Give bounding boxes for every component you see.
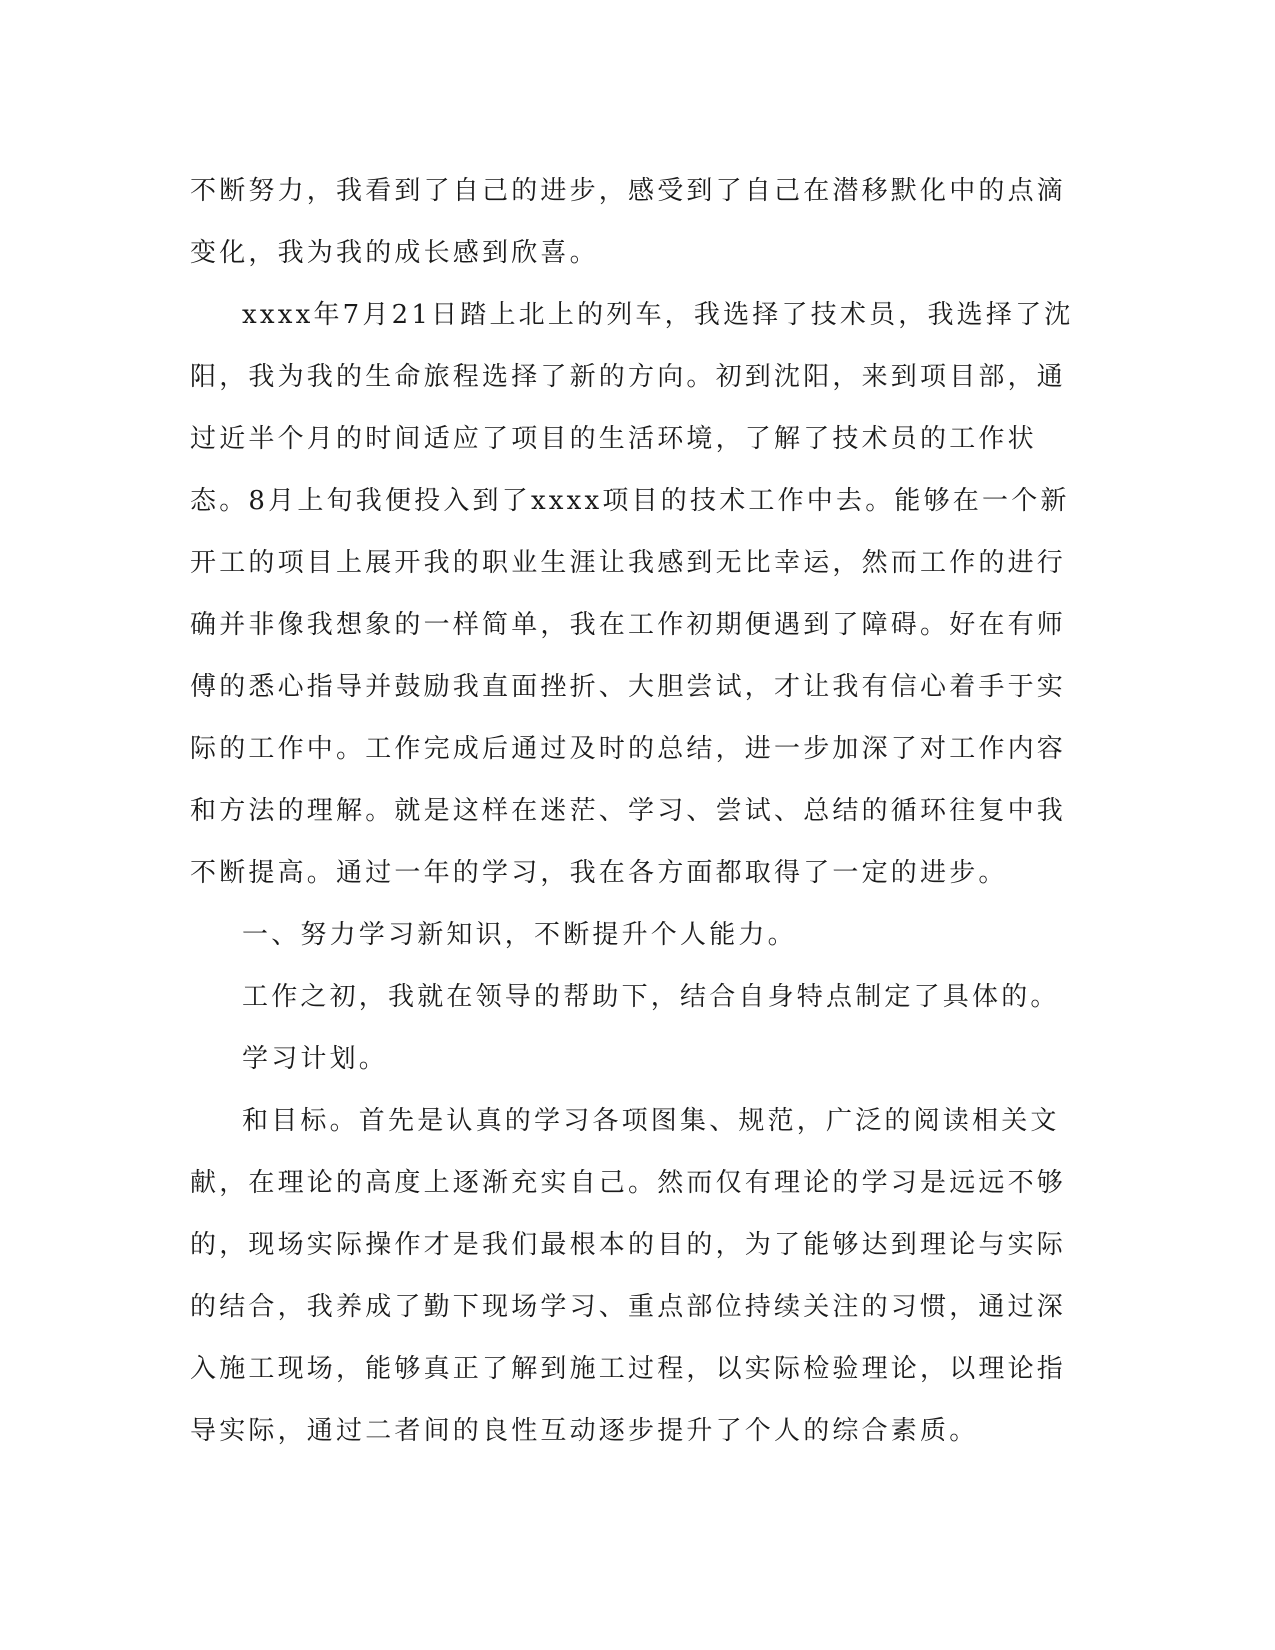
- section-heading: 一、努力学习新知识，不断提升个人能力。: [242, 920, 797, 950]
- paragraph-continuation: 不断努力，我看到了自己的进步，感受到了自己在潜移默化中的点滴变化，我为我的成长感到欣喜。: [190, 176, 1067, 268]
- paragraph-goals: 和目标。首先是认真的学习各项图集、规范，广泛的阅读相关文献，在理论的高度上逐渐充实自己。然而仅有理论的学习是远远不够的，现场实际操作才是我们最根本的目的，为了能够达到理论与实际的结合，我养成了勤下现场学习、重点部位持续关注的习惯，通过深入施工现场，能够真正了解到施工过程，以实际检验理论，以理论指导实际，通过二者间的良性互动逐步提升了个人的综合素质。: [190, 1106, 1067, 1446]
- document-body: [190, 160, 1080, 1462]
- paragraph-study-plan: 学习计划。: [242, 1044, 389, 1074]
- paragraph-work-start: 工作之初，我就在领导的帮助下，结合自身特点制定了具体的。: [242, 982, 1060, 1012]
- paragraph-journey: xxxx年7月21日踏上北上的列车，我选择了技术员，我选择了沈阳，我为我的生命旅程选择了新的方向。初到沈阳，来到项目部，通过近半个月的时间适应了项目的生活环境，了解了技术员的工作状态。8月上旬我便投入到了xxxx项目的技术工作中去。能够在一个新开工的项目上展开我的职业生涯让我感到无比幸运，然而工作的进行确并非像我想象的一样简单，我在工作初期便遇到了障碍。好在有师傅的悉心指导并鼓励我直面挫折、大胆尝试，才让我有信心着手于实际的工作中。工作完成后通过及时的总结，进一步加深了对工作内容和方法的理解。就是这样在迷茫、学习、尝试、总结的循环往复中我不断提高。通过一年的学习，我在各方面都取得了一定的进步。: [190, 300, 1074, 888]
